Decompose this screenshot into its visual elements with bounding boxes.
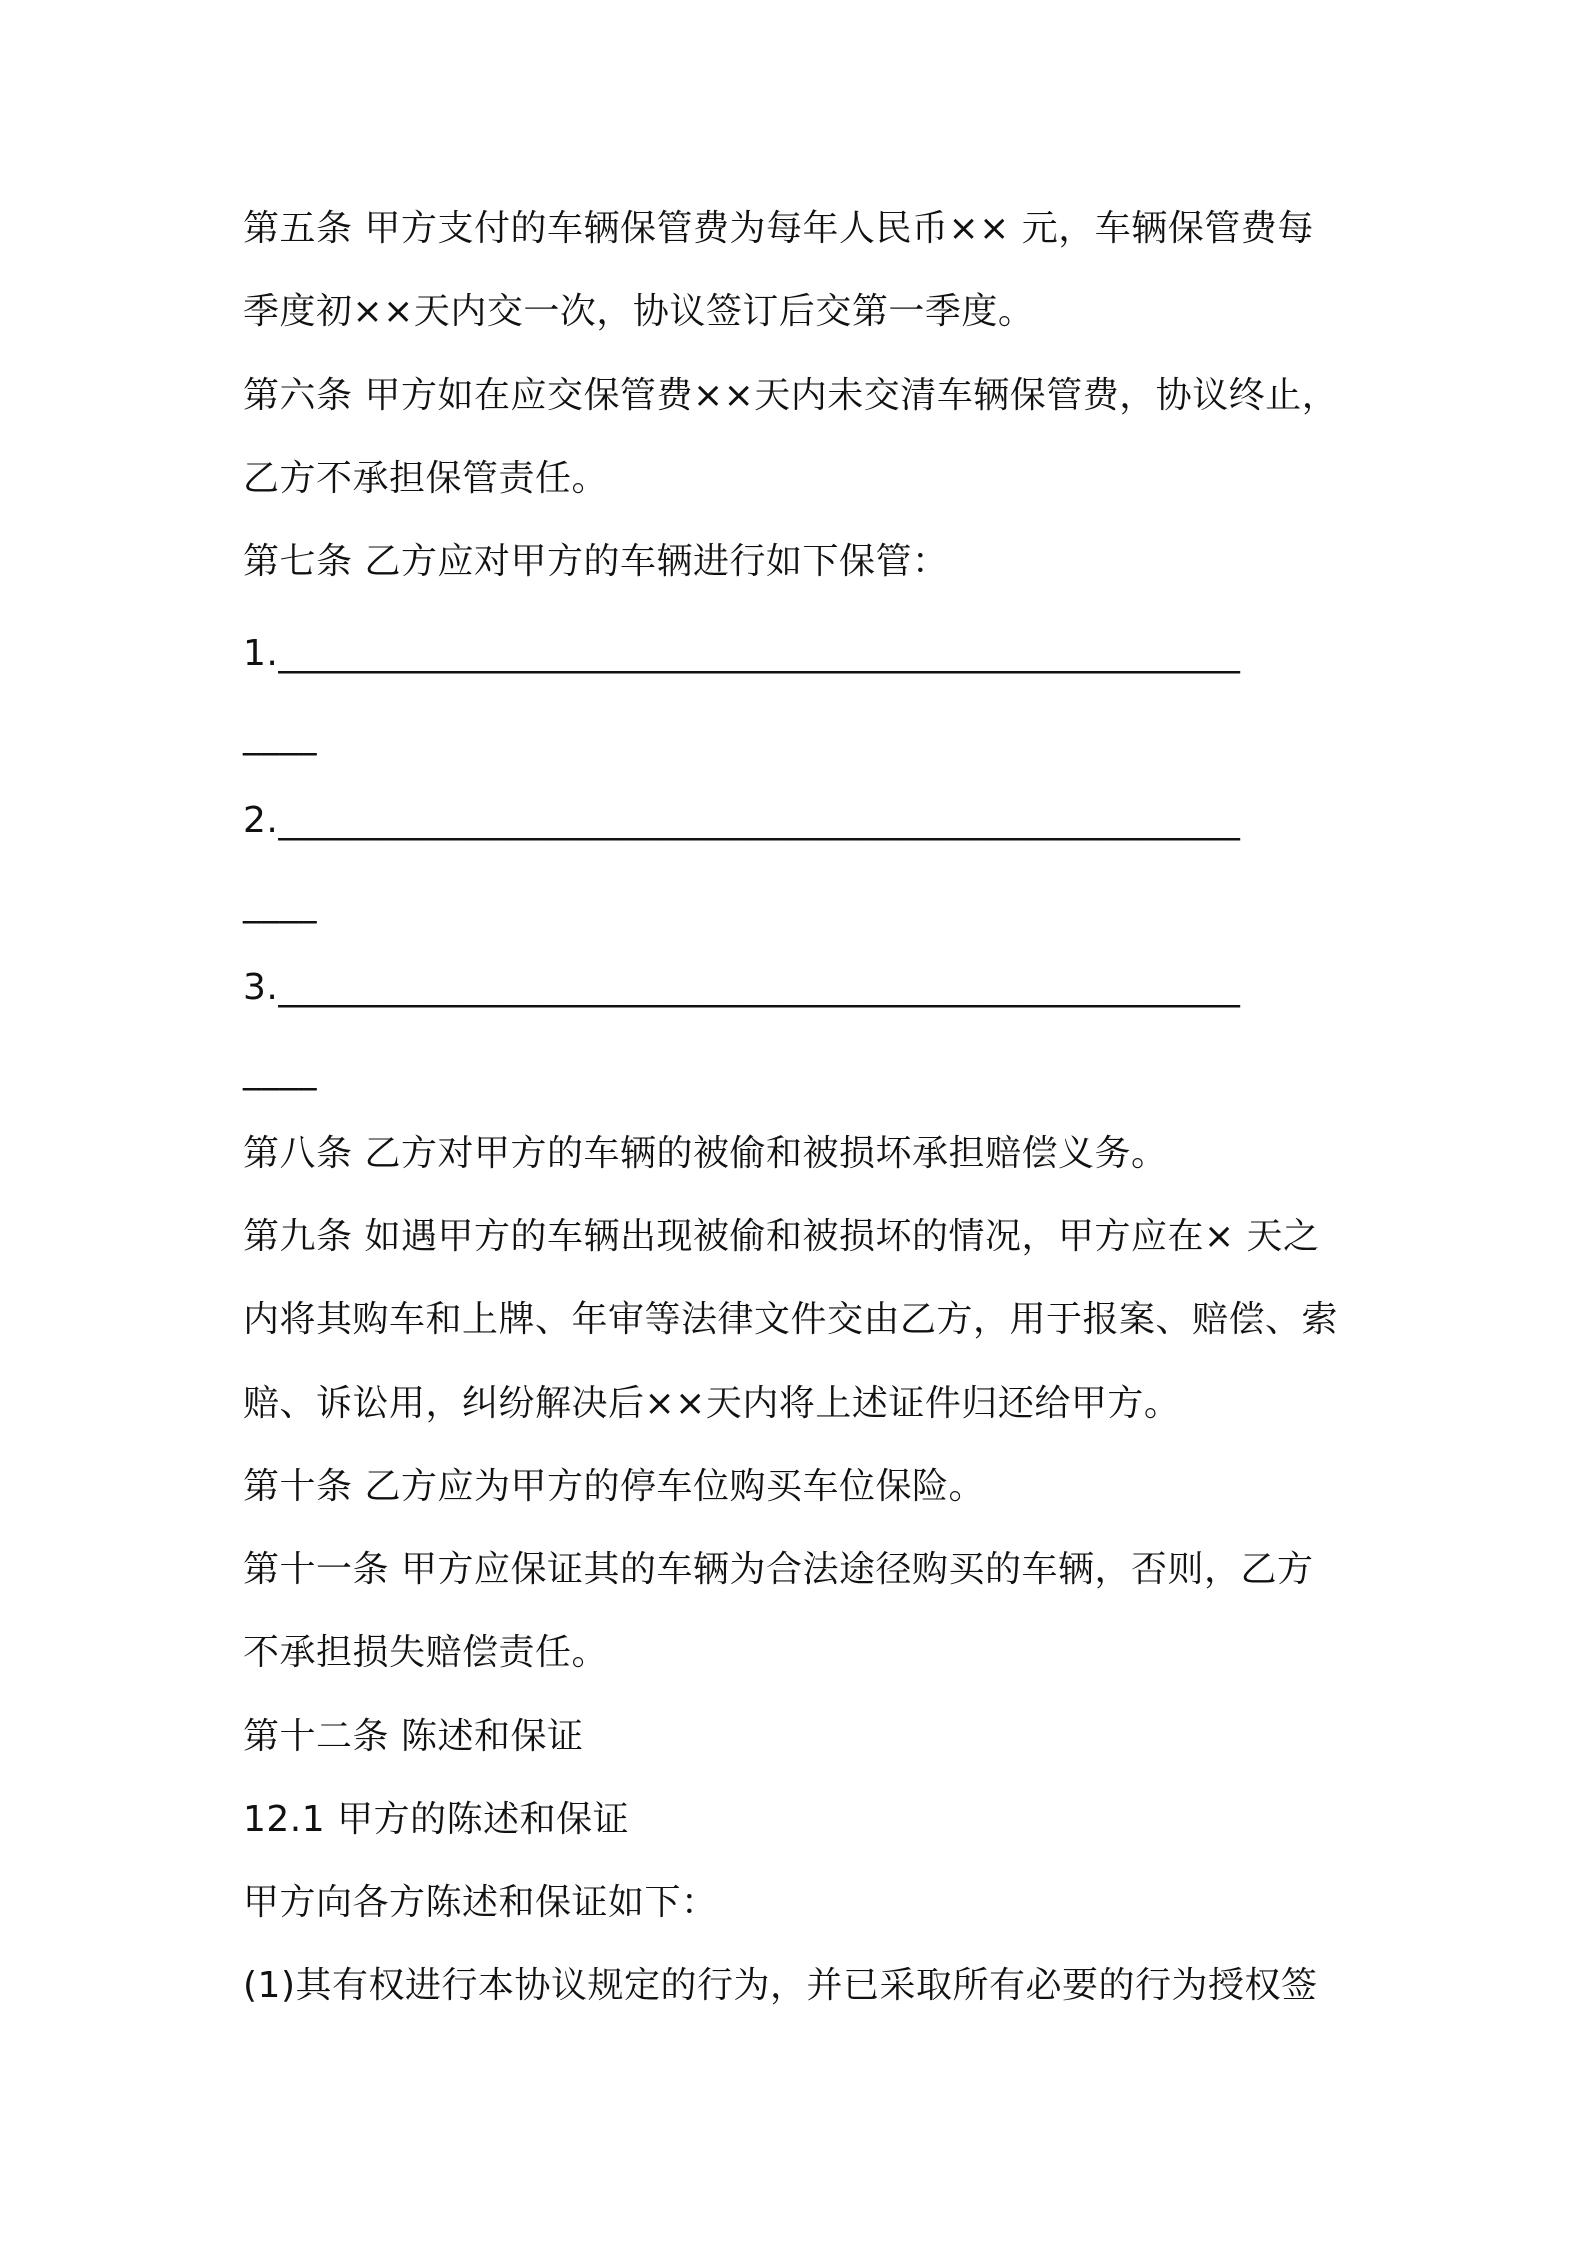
article-9-line-3: 赔、诉讼用，纠纷解决后××天内将上述证件归还给甲方。 [243,1383,1181,1424]
article-12-heading: 第十二条 陈述和保证 [243,1716,584,1757]
section-12-1-intro: 甲方向各方陈述和保证如下： [243,1882,718,1923]
blank-item-2-continued: ____ [243,883,317,924]
article-10: 第十条 乙方应为甲方的停车位购买车位保险。 [243,1466,985,1507]
article-5-line-2: 季度初××天内交一次，协议签订后交第一季度。 [243,291,1035,332]
clause-1-line-1: (1)其有权进行本协议规定的行为，并已采取所有必要的行为授权签 [243,1965,1318,2006]
article-11-line-1: 第十一条 甲方应保证其的车辆为合法途径购买的车辆，否则，乙方 [243,1549,1314,1590]
article-7-heading: 第七条 乙方应对甲方的车辆进行如下保管： [243,541,949,582]
article-6-line-2: 乙方不承担保管责任。 [243,458,609,499]
blank-item-1-continued: ____ [243,715,317,756]
article-8: 第八条 乙方对甲方的车辆的被偷和被损坏承担赔偿义务。 [243,1133,1168,1174]
blank-item-3-continued: ____ [243,1050,317,1091]
blank-item-3: 3.____________________________________________________ [243,967,1241,1008]
article-5-line-1: 第五条 甲方支付的车辆保管费为每年人民币×× 元，车辆保管费每 [243,208,1314,249]
article-9-line-2: 内将其购车和上牌、年审等法律文件交由乙方，用于报案、赔偿、索 [243,1299,1339,1340]
article-9-line-1: 第九条 如遇甲方的车辆出现被偷和被损坏的情况，甲方应在× 天之 [243,1216,1320,1257]
section-12-1-heading: 12.1 甲方的陈述和保证 [243,1799,630,1840]
blank-item-1: 1.____________________________________________________ [243,633,1241,674]
article-11-line-2: 不承担损失赔偿责任。 [243,1632,609,1673]
blank-item-2: 2.____________________________________________________ [243,800,1241,841]
article-6-line-1: 第六条 甲方如在应交保管费××天内未交清车辆保管费，协议终止， [243,375,1339,416]
